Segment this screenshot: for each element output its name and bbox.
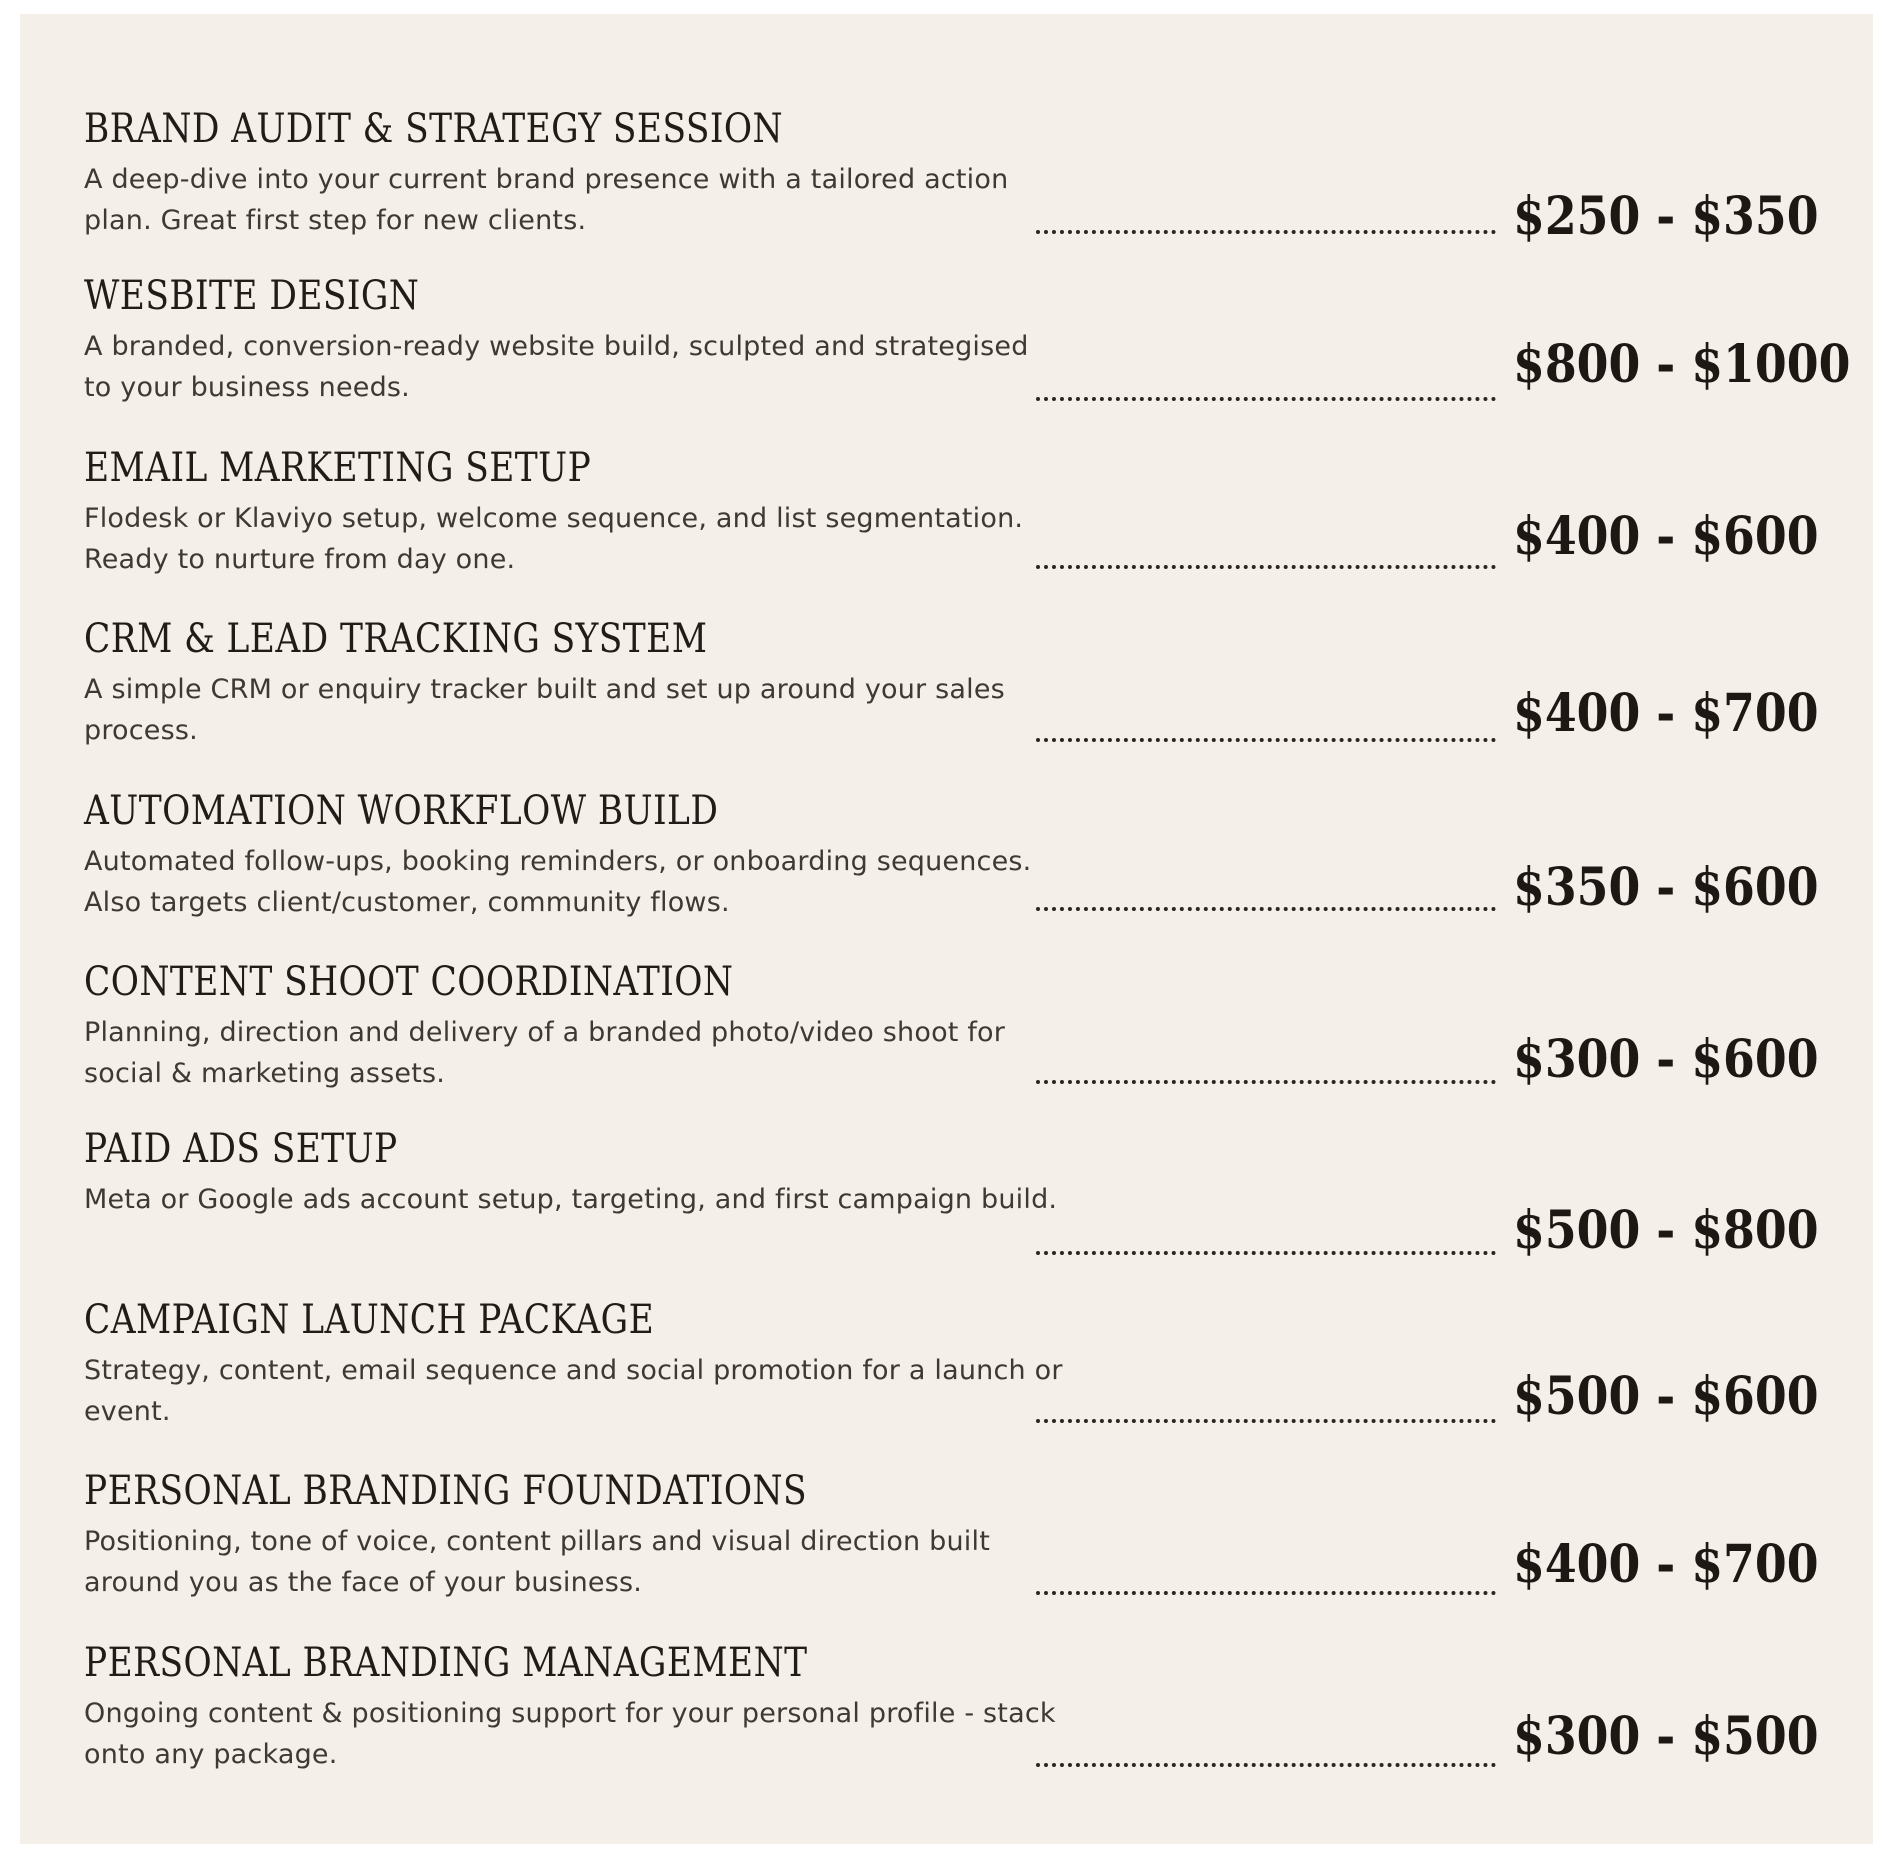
- dot-leader: [1036, 907, 1496, 911]
- service-description: Flodesk or Klaviyo setup, welcome sequence, and list segmentation. Ready to nurture from day one.: [84, 503, 1024, 575]
- service-title: PERSONAL BRANDING MANAGEMENT: [84, 1640, 808, 1686]
- price-list-card: [20, 14, 1873, 1844]
- service-title: BRAND AUDIT & STRATEGY SESSION: [84, 106, 784, 152]
- dot-leader: [1036, 1419, 1496, 1423]
- service-description: Planning, direction and delivery of a branded photo/video shoot for social & marketing assets.: [84, 1017, 1006, 1089]
- service-title: WESBITE DESIGN: [84, 273, 420, 319]
- service-price: $500 - $600: [1513, 1366, 1819, 1427]
- service-price: $400 - $600: [1513, 506, 1819, 567]
- service-title: PAID ADS SETUP: [84, 1126, 398, 1172]
- service-price: $250 - $350: [1513, 186, 1819, 247]
- service-description: A branded, conversion-ready website build, sculpted and strategised to your business needs.: [84, 331, 1029, 403]
- service-title: CRM & LEAD TRACKING SYSTEM: [84, 616, 708, 662]
- service-title: CAMPAIGN LAUNCH PACKAGE: [84, 1297, 655, 1343]
- service-price: $500 - $800: [1513, 1200, 1819, 1261]
- service-price: $350 - $600: [1513, 857, 1819, 918]
- service-title: EMAIL MARKETING SETUP: [84, 445, 592, 491]
- service-title: PERSONAL BRANDING FOUNDATIONS: [84, 1468, 808, 1514]
- service-title: AUTOMATION WORKFLOW BUILD: [84, 788, 719, 834]
- service-price: $800 - $1000: [1513, 334, 1851, 395]
- dot-leader: [1036, 1591, 1496, 1595]
- service-description: Positioning, tone of voice, content pillars and visual direction built around you as the face of your business.: [84, 1526, 990, 1598]
- service-price: $300 - $600: [1513, 1029, 1819, 1090]
- dot-leader: [1036, 1251, 1496, 1255]
- dot-leader: [1036, 738, 1496, 742]
- dot-leader: [1036, 1763, 1496, 1767]
- service-price: $400 - $700: [1513, 1534, 1819, 1595]
- service-description: Strategy, content, email sequence and social promotion for a launch or event.: [84, 1355, 1063, 1427]
- dot-leader: [1036, 397, 1496, 401]
- service-title: CONTENT SHOOT COORDINATION: [84, 959, 734, 1005]
- service-description: Automated follow-ups, booking reminders, or onboarding sequences. Also targets client/customer, community flows.: [84, 846, 1032, 918]
- service-description: Ongoing content & positioning support for your personal profile - stack onto any package.: [84, 1698, 1056, 1770]
- service-description: A simple CRM or enquiry tracker built and set up around your sales process.: [84, 674, 1005, 746]
- service-description: A deep-dive into your current brand presence with a tailored action plan. Great first step for new clients.: [84, 164, 1009, 236]
- service-price: $300 - $500: [1513, 1706, 1819, 1767]
- dot-leader: [1036, 230, 1496, 234]
- dot-leader: [1036, 1080, 1496, 1084]
- service-description: Meta or Google ads account setup, targeting, and first campaign build.: [84, 1184, 1058, 1215]
- dot-leader: [1036, 565, 1496, 569]
- service-price: $400 - $700: [1513, 683, 1819, 744]
